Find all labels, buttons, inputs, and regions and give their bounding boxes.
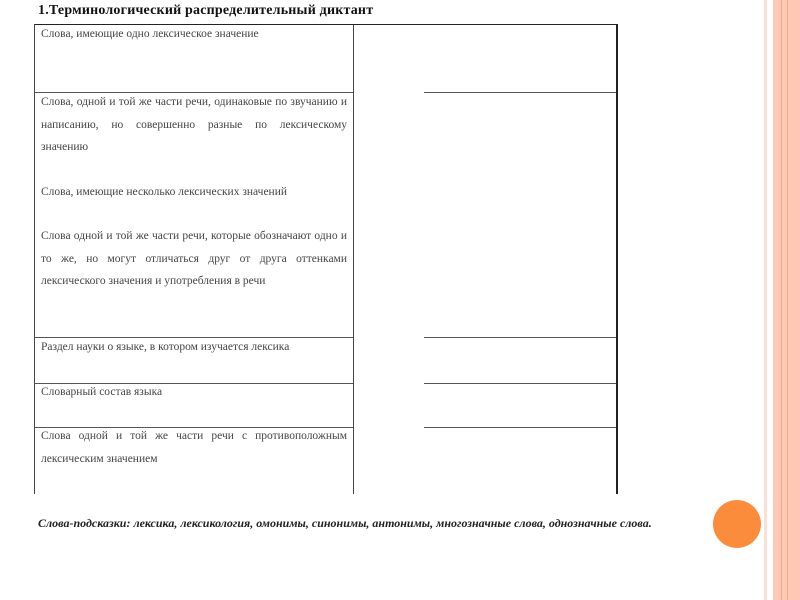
table-row-definition: Слова, имеющие несколько лексических значений xyxy=(41,186,288,198)
decor-stripe xyxy=(781,0,782,600)
decor-circle xyxy=(713,500,761,548)
page-title: 1.Терминологический распределительный диктант xyxy=(38,3,374,18)
answer-divider xyxy=(424,383,616,384)
hint-words: Слова-подсказки: лексика, лексикология, омонимы, синонимы, антонимы, многозначные слова, однозначные слова. xyxy=(38,516,652,530)
answer-divider xyxy=(424,337,616,338)
answer-divider xyxy=(424,92,616,93)
dictation-table xyxy=(34,24,618,494)
table-row-definition: Раздел науки о языке, в котором изучается лексика xyxy=(41,341,290,353)
table-row-definition: Слова, одной и той же части речи, одинаковые по звучанию и написанию, но совершенно разные по лексическому значению xyxy=(41,96,347,153)
answer-divider xyxy=(424,427,616,428)
table-row-definition: Слова одной и той же части речи, которые обозначают одно и то же, но могут отличаться друг от друга оттенками лексического значения и употребления в речи xyxy=(41,230,347,287)
column-divider xyxy=(353,25,354,494)
decor-stripe xyxy=(764,0,767,600)
table-row-definition: Слова, имеющие одно лексическое значение xyxy=(41,28,259,40)
decor-stripe xyxy=(787,0,788,600)
table-row-definition: Словарный состав языка xyxy=(41,386,163,398)
table-row-definition: Слова одной и той же части речи с противоположным лексическим значением xyxy=(41,430,347,465)
